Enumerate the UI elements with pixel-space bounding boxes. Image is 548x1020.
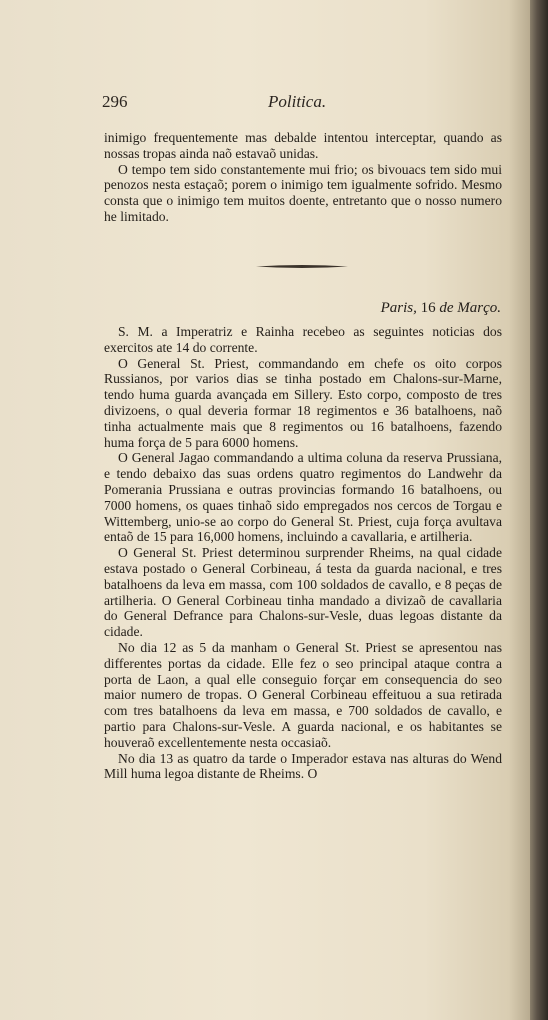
dateline-place: Paris,	[380, 300, 417, 316]
running-title: Politica.	[268, 92, 327, 111]
book-binding	[530, 0, 548, 1020]
page-number: 296	[102, 92, 128, 111]
paragraph: No dia 12 as 5 da manham o General St. Priest se apresentou nas differentes portas da cidade. Elle fez o seo principal ataque contra a porta de Laon, a qual elle conseguio forçar em consequencia do seo maior numero de tropas. O General Corbineau effeituou a sua retirada com tres batalhoens da leva em massa, e 700 soldados de cavallo, e partio para Chalons-sur-Vesle. A guarda nacional, e os habitantes se houveraõ excellentemente nesta occasiaõ.	[104, 639, 502, 750]
page-header	[102, 92, 502, 118]
dateline-day: 16	[420, 300, 436, 316]
dateline-month: de Março.	[439, 300, 501, 316]
text-block-main	[104, 324, 502, 782]
text-block-top	[104, 130, 502, 225]
paragraph: inimigo frequentemente mas debalde intentou interceptar, quando as nossas tropas ainda naõ estavaõ unidas.	[104, 130, 502, 161]
paragraph: No dia 13 as quatro da tarde o Imperador estava nas alturas do Wend Mill huma legoa distante de Rheims. O	[104, 750, 502, 782]
paragraph: S. M. a Imperatriz e Rainha recebeo as seguintes noticias dos exercitos ate 14 do corrente.	[104, 324, 502, 355]
paragraph: O tempo tem sido constantemente mui frio; os bivouacs tem sido mui penozos nesta estaçaõ; porem o inimigo tem igualmente sofrido. Mesmo consta que o inimigo tem muitos doente, entretanto que o nosso numero he limitado.	[104, 161, 502, 224]
paragraph: O General Jagao commandando a ultima coluna da reserva Prussiana, e tendo debaixo das suas ordens quatro regimentos do Landwehr da Pomerania Prussiana e outras provincias formando 16 batalhoens, ou 7000 homens, os quaes tinhaõ sido empregados nos cercos de Torgau e Wittemberg, unio-se ao corpo do General St. Priest, cuja força avultava entaõ de 15 para 16,000 homens, incluindo a cavallaria, e artilheria.	[104, 450, 502, 545]
ornamental-divider	[256, 264, 348, 269]
paragraph: O General St. Priest determinou surprender Rheims, na qual cidade estava postado o General Corbineau, á testa da guarda nacional, e tres batalhoens da leva em massa, com 100 soldados de cavallo, e 8 peças de artilheria. O General Corbineau tinha mandado a divizaõ de cavallaria do General Defrance para Chalons-sur-Vesle, duas legoas distante da cidade.	[104, 545, 502, 640]
dateline	[104, 300, 501, 317]
paragraph: O General St. Priest, commandando em chefe os oito corpos Russianos, por varios dias se tinha postado em Chalons-sur-Marne, tendo huma guarda avançada em Sillery. Esto corpo, composto de tres divizoens, o qual deveria formar 18 regimentos e 36 batalhoens, naõ tinha actualmente mais que 8 regimentos ou 16 batalhoens, fazendo huma força de 5 para 6000 homens.	[104, 355, 502, 450]
